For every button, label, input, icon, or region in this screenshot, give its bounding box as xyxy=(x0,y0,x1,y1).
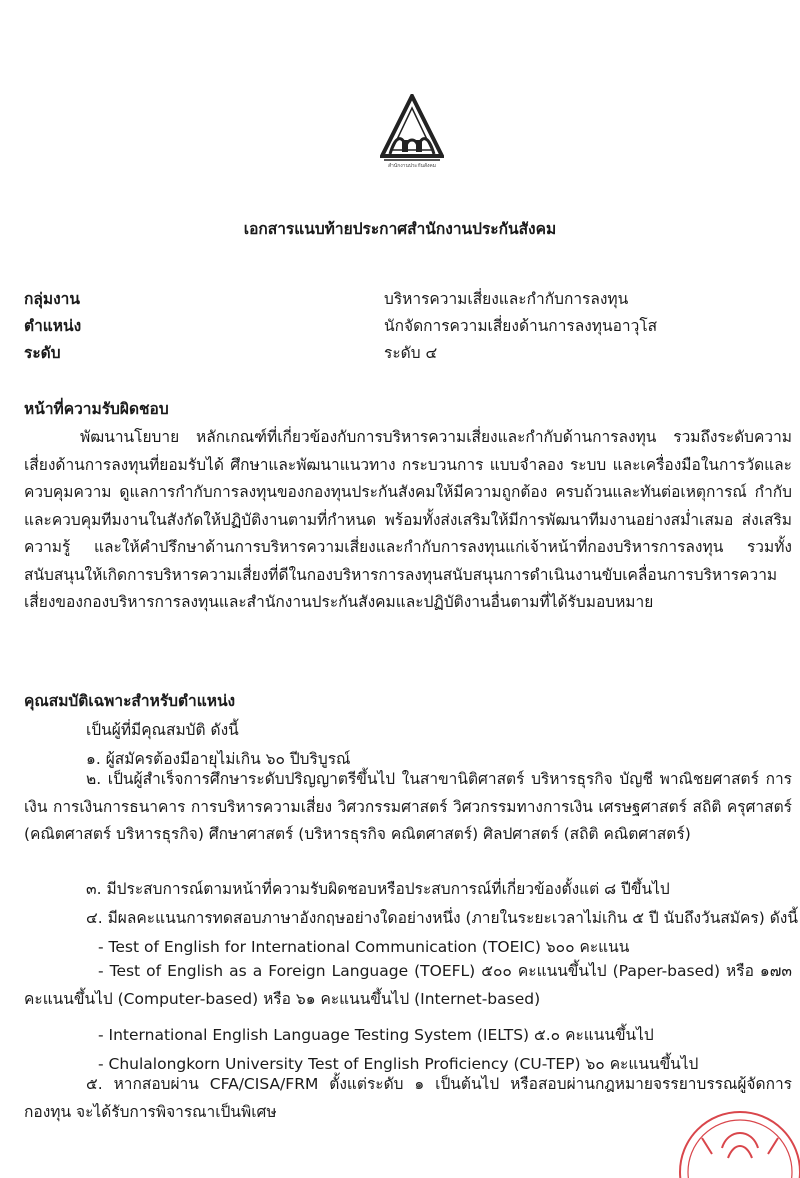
duties-text: พัฒนานโยบาย หลักเกณฑ์ที่เกี่ยวข้องกับการบริหารความเสี่ยงและกำกับด้านการลงทุน รวมถึงระดับความเสี่ยงด้านการลงทุนที่ยอมรับได้ ศึกษาและพัฒนาแนวทาง กระบวนการ แบบจำลอง ระบบ และเครื่องมือในการวัดและควบคุมความ ดูแลการกำกับการลงทุนของกองทุนประกันสังคมให้มีความถูกต้อง ครบถ้วนและทันต่อเหตุการณ์ กำกับและควบคุมทีมงานในสังกัดให้ปฏิบัติงานตามที่กำหนด พร้อมทั้งส่งเสริมให้มีการพัฒนาทีมงานอย่างสม่ำเสมอ ส่งเสริมความรู้ และให้คำปรึกษาด้านการบริหารความเสี่ยงและกำกับการลงทุนแก่เจ้าหน้าที่กองบริหารการลงทุน รวมทั้งสนับสนุนให้เกิดการบริหารความเสี่ยงที่ดีในกองบริหารการลงทุนสนับสนุนการดำเนินงานขับเคลื่อนการบริหารความเสี่ยงของกองบริหารการลงทุนและสำนักงานประกันสังคมและปฏิบัติงานอื่นตามที่ได้รับมอบหมาย xyxy=(24,428,792,611)
toefl-requirement xyxy=(24,958,792,1013)
work-group-value: บริหารความเสี่ยงและกำกับการลงทุน xyxy=(384,290,629,308)
work-group-label: กลุ่มงาน xyxy=(24,290,80,308)
official-seal xyxy=(662,1088,800,1178)
level-value: ระดับ ๔ xyxy=(384,344,438,362)
qualification-item-2-text: ๒. เป็นผู้สำเร็จการศึกษาระดับปริญญาตรีขึ้นไป ในสาขานิติศาสตร์ บริหารธุรกิจ บัญชี พาณิชยศาสตร์ การเงิน การเงินการธนาคาร การบริหารความเสี่ยง วิศวกรรมศาสตร์ วิศวกรรมทางการเงิน เศรษฐศาสตร์ สถิติ ครุศาสตร์ (คณิตศาสตร์ บริหารธุรกิจ) ศึกษาศาสตร์ (บริหารธุรกิจ คณิตศาสตร์) ศิลปศาสตร์ (สถิติ คณิตศาสตร์) xyxy=(24,770,792,843)
qualification-item-1: ๑. ผู้สมัครต้องมีอายุไม่เกิน ๖๐ ปีบริบูรณ์ xyxy=(86,750,351,768)
sso-logo xyxy=(380,94,444,172)
qualifications-intro: เป็นผู้ที่มีคุณสมบัติ ดังนี้ xyxy=(86,721,239,739)
qualifications-heading: คุณสมบัติเฉพาะสำหรับตำแหน่ง xyxy=(24,692,236,710)
cutep-requirement: - Chulalongkorn University Test of English Proficiency (CU-TEP) ๖๐ คะแนนขึ้นไป xyxy=(98,1055,699,1073)
duties-heading: หน้าที่ความรับผิดชอบ xyxy=(24,400,169,418)
position-label: ตำแหน่ง xyxy=(24,317,82,335)
ielts-requirement: - International English Language Testing System (IELTS) ๕.๐ คะแนนขึ้นไป xyxy=(98,1026,654,1044)
document-title: เอกสารแนบท้ายประกาศสำนักงานประกันสังคม xyxy=(243,220,557,238)
qualification-item-2 xyxy=(24,766,792,849)
qualification-item-5-text: ๕. หากสอบผ่าน CFA/CISA/FRM ตั้งแต่ระดับ ๑ เป็นต้นไป หรือสอบผ่านกฎหมายจรรยาบรรณผู้จัดการกองทุน จะได้รับการพิจารณาเป็นพิเศษ xyxy=(24,1075,792,1121)
duties-paragraph xyxy=(24,424,792,617)
qualification-item-3: ๓. มีประสบการณ์ตามหน้าที่ความรับผิดชอบหรือประสบการณ์ที่เกี่ยวข้องตั้งแต่ ๘ ปีขึ้นไป xyxy=(86,880,670,898)
logo-caption: สำนักงานประกันสังคม xyxy=(387,163,437,169)
level-label: ระดับ xyxy=(24,344,61,362)
position-value: นักจัดการความเสี่ยงด้านการลงทุนอาวุโส xyxy=(384,317,658,335)
qualification-item-4: ๔. มีผลคะแนนการทดสอบภาษาอังกฤษอย่างใดอย่างหนึ่ง (ภายในระยะเวลาไม่เกิน ๕ ปี นับถึงวันสมัคร) ดังนี้ xyxy=(86,909,798,927)
toefl-requirement-text: - Test of English as a Foreign Language (TOEFL) ๕๐๐ คะแนนขึ้นไป (Paper-based) หรือ ๑๗๓ คะแนนขึ้นไป (Computer-based) หรือ ๖๑ คะแนนขึ้นไป (Internet-based) xyxy=(24,962,792,1008)
toeic-requirement: - Test of English for International Communication (TOEIC) ๖๐๐ คะแนน xyxy=(98,938,630,956)
